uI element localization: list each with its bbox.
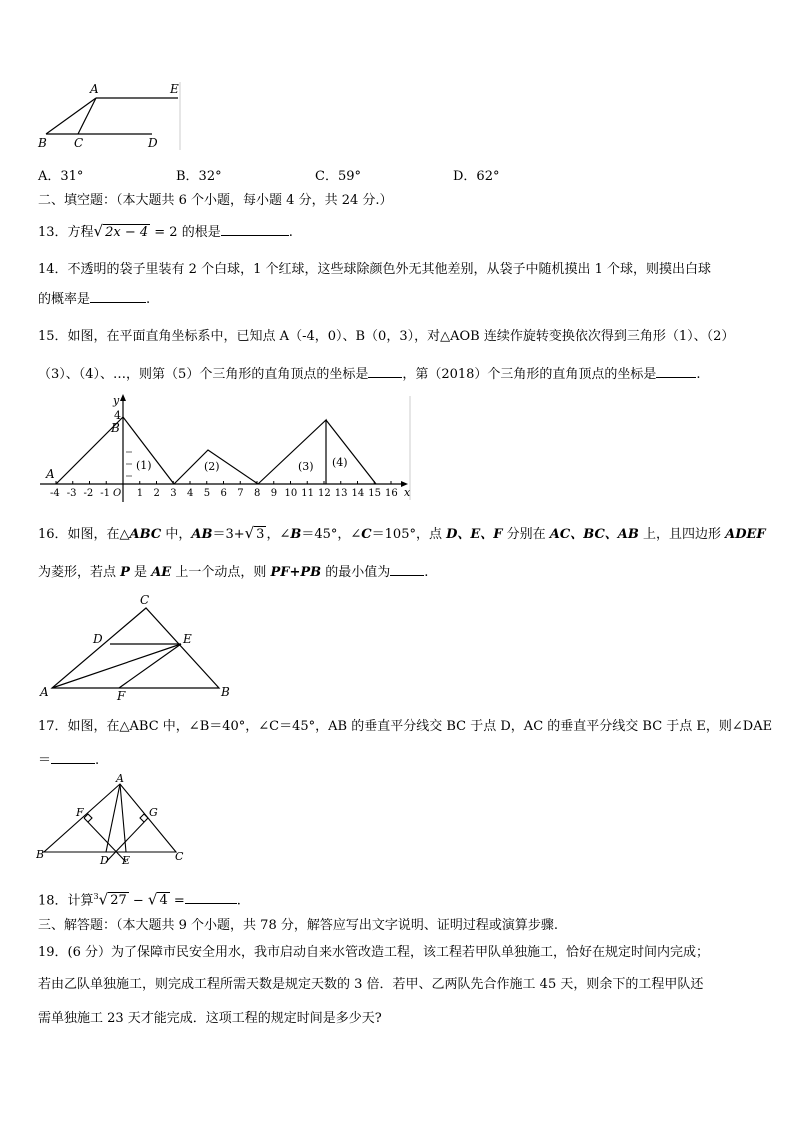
label-F: F xyxy=(76,806,84,819)
q16-P: P xyxy=(120,565,130,580)
q16-AE: AE xyxy=(151,565,172,580)
q13: 13．方程√ 2x − 4 = 2 的根是 . xyxy=(38,222,293,240)
x-tick-label: -2 xyxy=(83,488,94,499)
y-tick-4: 4 xyxy=(114,409,121,422)
option-b[interactable]: B．32° xyxy=(176,169,222,184)
q16-line1: 16．如图，在△ABC 中，AB＝3+√ 3 ，∠B＝45°，∠C＝105°，点 D、E、F 分别在 AC、BC、AB 上，且四边形 ADEF xyxy=(38,524,766,542)
q16-b45: ＝45°，∠ xyxy=(301,527,362,542)
q17-end: . xyxy=(95,753,100,768)
q18-minus: − xyxy=(128,893,148,909)
q19-line1: 19．(6 分）为了保障市民安全用水，我市启动自来水管改造工程，该工程若甲队单独施工，恰好在规定时间内完成； xyxy=(38,945,710,960)
q18-radicand-1: 27 xyxy=(110,893,127,909)
triangle-2-label: (2) xyxy=(204,460,220,473)
label-E: E xyxy=(183,632,192,646)
q15-line2 xyxy=(38,364,701,384)
q16-dong: 上一个动点，则 xyxy=(171,565,271,580)
x-tick-label: 14 xyxy=(351,488,365,499)
label-C: C xyxy=(175,850,184,863)
label-A: A xyxy=(90,82,99,96)
x-tick-label: 8 xyxy=(254,488,261,499)
q13-prefix: 13．方程 xyxy=(38,225,94,240)
q16-PFPB: PF+PB xyxy=(270,565,322,580)
q17-answer-blank[interactable] xyxy=(51,750,95,764)
q16-c105: ＝105°，点 xyxy=(371,527,447,542)
q14-line2-prefix: 的概率是 xyxy=(38,292,91,307)
q15-blank-1[interactable] xyxy=(368,364,402,378)
option-d[interactable]: D．62° xyxy=(453,169,500,184)
option-a[interactable]: A．31° xyxy=(38,169,84,184)
x-tick-label: 10 xyxy=(284,488,298,499)
q15-line2-a: （3）、（4）、…，则第（5）个三角形的直角顶点的坐标是 xyxy=(38,367,369,382)
x-tick-label: 7 xyxy=(237,488,244,499)
q17-line2 xyxy=(38,750,99,770)
q15-figure xyxy=(38,392,414,504)
q19-line2: 若由乙队单独施工，则完成工程所需天数是规定天数的 3 倍．若甲、乙两队先合作施工 45 天，则余下的工程甲队还 xyxy=(38,977,704,992)
label-A: A xyxy=(116,772,124,785)
q17-figure xyxy=(36,772,186,866)
q15-blank-2[interactable] xyxy=(656,364,696,378)
label-E: E xyxy=(122,854,131,866)
q12-figure xyxy=(34,78,194,154)
q16-sqrt-val: 3 xyxy=(256,527,265,542)
label-C: C xyxy=(140,593,150,607)
x-tick-label: 9 xyxy=(270,488,278,499)
q18-radicand-2: 4 xyxy=(159,893,168,909)
q16-ab: AB xyxy=(191,527,213,542)
q13-suffix: 的根是 xyxy=(181,225,221,240)
x-tick-label: 12 xyxy=(318,488,331,499)
q16-DEF: D、E、F xyxy=(446,527,503,542)
label-F: F xyxy=(117,689,126,702)
triangle-3-label: (3) xyxy=(298,460,314,473)
q16-fenbie: 分别在 xyxy=(502,527,550,542)
section2-header: 二、填空题：（本大题共 6 个小题，每小题 4 分，共 24 分.） xyxy=(38,193,393,208)
label-G: G xyxy=(149,806,158,819)
x-tick-label: 5 xyxy=(203,488,211,499)
x-tick-label: O xyxy=(113,488,122,499)
q16-answer-blank[interactable] xyxy=(390,562,424,576)
triangle-4-label: (4) xyxy=(332,456,348,469)
q16-ADEF: ADEF xyxy=(725,527,766,542)
x-tick-label: -1 xyxy=(100,488,110,499)
q16-eq: ＝3+ xyxy=(212,527,245,542)
label-B: B xyxy=(221,685,230,699)
q15-line1: 15．如图，在平面直角坐标系中，已知点 A（-4，0）、B（0，3），对△AOB 连续作旋转变换依次得到三角形（1）、（2） xyxy=(38,329,735,344)
q18: 18．计算$^3$√ 27 − √ 4 = . xyxy=(38,890,241,909)
q18-root-index: 3 xyxy=(93,892,99,901)
x-tick-label: -3 xyxy=(66,488,77,499)
q16-text-a: 16．如图，在△ xyxy=(38,527,130,542)
q16-ACBCAB: AC、BC、AB xyxy=(549,527,639,542)
q14-line1: 14．不透明的袋子里装有 2 个白球，1 个红球，这些球除颜色外无其他差别，从袋子中随机摸出 1 个球，则摸出白球 xyxy=(38,262,712,277)
label-A: A xyxy=(40,685,49,699)
x-tick-label: 16 xyxy=(385,488,398,499)
q16-C: C xyxy=(361,527,372,542)
q18-prefix: 18．计算 xyxy=(38,893,94,909)
label-B: B xyxy=(36,848,45,861)
q17-line2-a: ＝ xyxy=(38,753,52,768)
option-c[interactable]: C．59° xyxy=(315,169,361,184)
x-tick-label: 13 xyxy=(334,488,348,499)
q16-line2 xyxy=(38,562,428,582)
label-E: E xyxy=(170,82,179,96)
q19-line3: 需单独施工 23 天才能完成．这项工程的规定时间是多少天? xyxy=(38,1011,382,1026)
point-B-label: B xyxy=(111,421,120,435)
q14-line2 xyxy=(38,289,150,309)
q14-answer-blank[interactable] xyxy=(90,289,146,303)
section3-header: 三、解答题：（本大题共 9 个小题，共 78 分，解答应写出文字说明、证明过程或演算步骤. xyxy=(38,918,558,933)
x-tick-label: -4 xyxy=(50,488,60,499)
q18-eq: = xyxy=(169,893,185,909)
q16-figure xyxy=(38,592,238,702)
q16-angleB: ，∠ xyxy=(266,527,291,542)
q16-shi: 是 xyxy=(129,565,152,580)
q18-answer-blank[interactable] xyxy=(185,890,237,904)
label-D: D xyxy=(93,632,103,646)
x-tick-label: 2 xyxy=(153,488,160,499)
q13-answer-blank[interactable] xyxy=(221,222,289,236)
triangle-1-label: (1) xyxy=(136,459,152,472)
q14-end: . xyxy=(146,292,151,307)
point-A-label: A xyxy=(46,467,55,481)
q16-zhong: 中， xyxy=(161,527,192,542)
label-D: D xyxy=(100,854,109,866)
label-C: C xyxy=(74,136,84,150)
axis-x-label: x xyxy=(404,486,411,499)
label-D: D xyxy=(148,136,158,150)
q13-end: . xyxy=(288,225,293,240)
q15-end: . xyxy=(696,367,701,382)
label-B: B xyxy=(38,136,47,150)
x-tick-label: 15 xyxy=(368,488,381,499)
x-tick-label: 3 xyxy=(170,488,177,499)
q15-line2-b: ，第（2018）个三角形的直角顶点的坐标是 xyxy=(402,367,657,382)
q18-end: . xyxy=(236,893,241,909)
q16-shang: 上，且四边形 xyxy=(638,527,726,542)
q16-abc: ABC xyxy=(129,527,162,542)
axis-y-label: y xyxy=(113,394,120,407)
q16-end: . xyxy=(424,565,429,580)
x-tick-label: 11 xyxy=(301,488,314,499)
q17-line1: 17．如图，在△ABC 中，∠B＝40°，∠C＝45°，AB 的垂直平分线交 BC 于点 D，AC 的垂直平分线交 BC 于点 E，则∠DAE xyxy=(38,719,773,734)
q16-zui: 的最小值为 xyxy=(321,565,391,580)
q13-radicand: 2x − 4 xyxy=(105,225,149,240)
x-tick-label: 4 xyxy=(187,488,194,499)
q13-eq: = 2 xyxy=(154,225,178,240)
x-tick-label: 1 xyxy=(136,488,144,499)
q16-B: B xyxy=(290,527,302,542)
q16-text-b: 为菱形，若点 xyxy=(38,565,121,580)
x-tick-label: 6 xyxy=(220,488,227,499)
